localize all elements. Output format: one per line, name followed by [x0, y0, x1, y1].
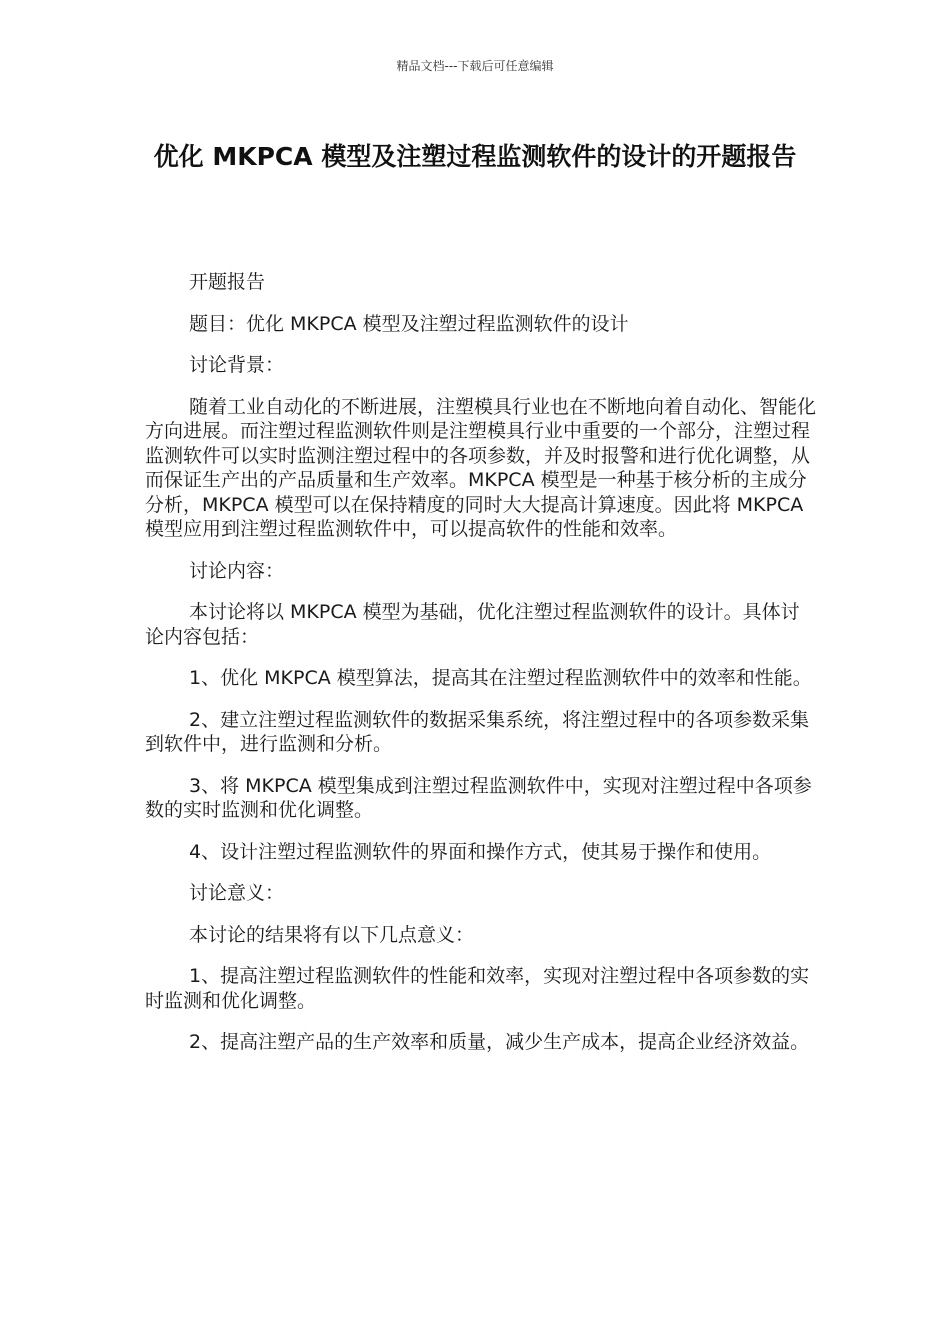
heading-content: 讨论内容： [189, 559, 285, 582]
list-item-significance-2: 2、提高注塑产品的生产效率和质量，减少生产成本，提高企业经济效益。 [189, 1031, 810, 1053]
paragraph-significance-intro: 本讨论的结果将有以下几点意义： [189, 923, 475, 946]
paragraph-background: 随着工业自动化的不断进展，注塑模具行业也在不断地向着自动化、智能化方向进展。而注塑过程监测软件则是注塑模具行业中重要的一个部分，注塑过程监测软件可以实时监测注塑过程中的各项参数，并及时报警和进行优化调整，从而保证生产出的产品质量和生产效率。MKPCA 模型是一种基于核分析的主成分分析，MKPCA 模型可以在保持精度的同时大大提高计算速度。因此将 MKPCA 模型应用到注塑过程监测软件中，可以提高软件的性能和效率。 [145, 395, 817, 540]
list-item-significance-1: 1、提高注塑过程监测软件的性能和效率，实现对注塑过程中各项参数的实时监测和优化调整。 [145, 965, 810, 1012]
list-item-content-2: 2、建立注塑过程监测软件的数据采集系统，将注塑过程中的各项参数采集到软件中，进行监测和分析。 [145, 708, 810, 755]
header-note: 精品文档---下载后可任意编辑 [396, 59, 554, 73]
heading-background: 讨论背景： [189, 354, 285, 376]
list-item-content-4: 4、设计注塑过程监测软件的界面和操作方式，使其易于操作和使用。 [189, 840, 772, 863]
paragraph-report-label: 开题报告 [189, 271, 266, 293]
document-body [145, 270, 817, 1072]
paragraph-content-intro: 本讨论将以 MKPCA 模型为基础，优化注塑过程监测软件的设计。具体讨论内容包括： [145, 601, 800, 648]
heading-significance: 讨论意义： [189, 882, 285, 904]
list-item-content-1: 1、优化 MKPCA 模型算法，提高其在注塑过程监测软件中的效率和性能。 [189, 667, 812, 689]
list-item-content-3: 3、将 MKPCA 模型集成到注塑过程监测软件中，实现对注塑过程中各项参数的实时监测和优化调整。 [145, 774, 812, 821]
paragraph-topic: 题目：优化 MKPCA 模型及注塑过程监测软件的设计 [189, 312, 629, 335]
document-title: 优化 MKPCA 模型及注塑过程监测软件的设计的开题报告 [153, 142, 797, 171]
